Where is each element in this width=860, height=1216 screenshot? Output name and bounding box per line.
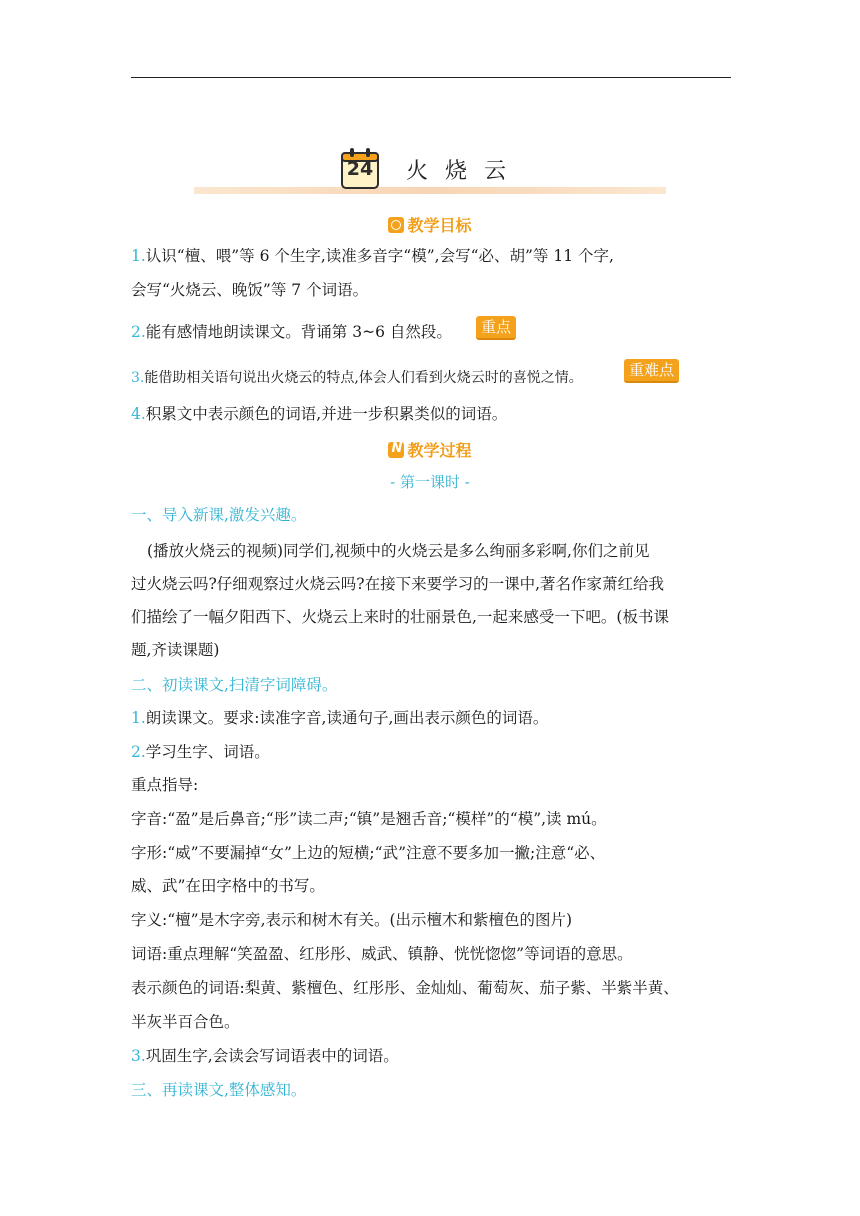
step-1-para-line-2: 过火烧云吗?仔细观察过火烧云吗?在接下来要学习的一课中,著名作家萧红给我 bbox=[131, 575, 665, 593]
color-words-line-1: 表示颜色的词语:梨黄、紫檀色、红彤彤、金灿灿、葡萄灰、茄子紫、半紫半黄、 bbox=[131, 979, 679, 997]
form-note-line-2: 威、武”在田字格中的书写。 bbox=[131, 877, 325, 895]
step-1-para-line-3: 们描绘了一幅夕阳西下、火烧云上来时的壮丽景色,一起来感受一下吧。(板书课 bbox=[131, 608, 669, 626]
header-rule bbox=[131, 77, 731, 78]
step-2-item-2: 2.学习生字、词语。 bbox=[131, 743, 270, 761]
meaning-note: 字义:“檀”是木字旁,表示和树木有关。(出示檀木和紫檀色的图片) bbox=[131, 911, 573, 929]
goal-1-cont: 会写“火烧云、晚饭”等 7 个词语。 bbox=[131, 281, 369, 299]
path-icon bbox=[388, 442, 404, 458]
step-1-heading: 一、导入新课,激发兴趣。 bbox=[131, 506, 307, 524]
key-point-badge: 重点 bbox=[476, 316, 516, 340]
section-process-label: 教学过程 bbox=[407, 441, 472, 460]
section-teaching-goals bbox=[0, 213, 860, 236]
step-1-para-line-4: 题,齐读课题) bbox=[131, 641, 220, 659]
form-note-line-1: 字形:“威”不要漏掉“女”上边的短横;“武”注意不要多加一撇;注意“必、 bbox=[131, 844, 606, 862]
step-1-para-line-1: (播放火烧云的视频)同学们,视频中的火烧云是多么绚丽多彩啊,你们之前见 bbox=[147, 542, 650, 560]
title-underline-band bbox=[194, 187, 666, 194]
step-2-heading: 二、初读课文,扫清字词障碍。 bbox=[131, 676, 338, 694]
target-icon bbox=[388, 217, 404, 233]
step-2-item-3: 3.巩固生字,会读会写词语表中的词语。 bbox=[131, 1047, 399, 1065]
lesson-title-block bbox=[194, 140, 666, 198]
color-words-line-2: 半灰半百合色。 bbox=[131, 1013, 240, 1031]
goal-4: 4.积累文中表示颜色的词语,并进一步积累类似的词语。 bbox=[131, 405, 508, 423]
key-difficult-badge: 重难点 bbox=[624, 359, 679, 383]
period-label: - 第一课时 - bbox=[390, 473, 470, 491]
step-3-heading: 三、再读课文,整体感知。 bbox=[131, 1081, 307, 1099]
section-goals-label: 教学目标 bbox=[407, 216, 472, 235]
goal-1: 1.认识“檀、喂”等 6 个生字,读准多音字“模”,会写“必、胡”等 11 个字, bbox=[131, 247, 614, 265]
section-teaching-process bbox=[0, 438, 860, 461]
focus-label: 重点指导: bbox=[131, 776, 199, 794]
goal-2: 2.能有感情地朗读课文。背诵第 3~6 自然段。 bbox=[131, 323, 452, 341]
lesson-title: 火烧云 bbox=[406, 159, 524, 184]
step-2-item-1: 1.朗读课文。要求:读准字音,读通句子,画出表示颜色的词语。 bbox=[131, 709, 549, 727]
goal-3: 3.能借助相关语句说出火烧云的特点,体会人们看到火烧云时的喜悦之情。 bbox=[131, 370, 583, 386]
words-note: 词语:重点理解“笑盈盈、红彤彤、威武、镇静、恍恍惚惚”等词语的意思。 bbox=[131, 945, 633, 963]
lesson-number: 24 bbox=[346, 158, 374, 180]
pronunciation-note: 字音:“盈”是后鼻音;“彤”读二声;“镇”是翘舌音;“模样”的“模”,读 mú。 bbox=[131, 810, 607, 828]
